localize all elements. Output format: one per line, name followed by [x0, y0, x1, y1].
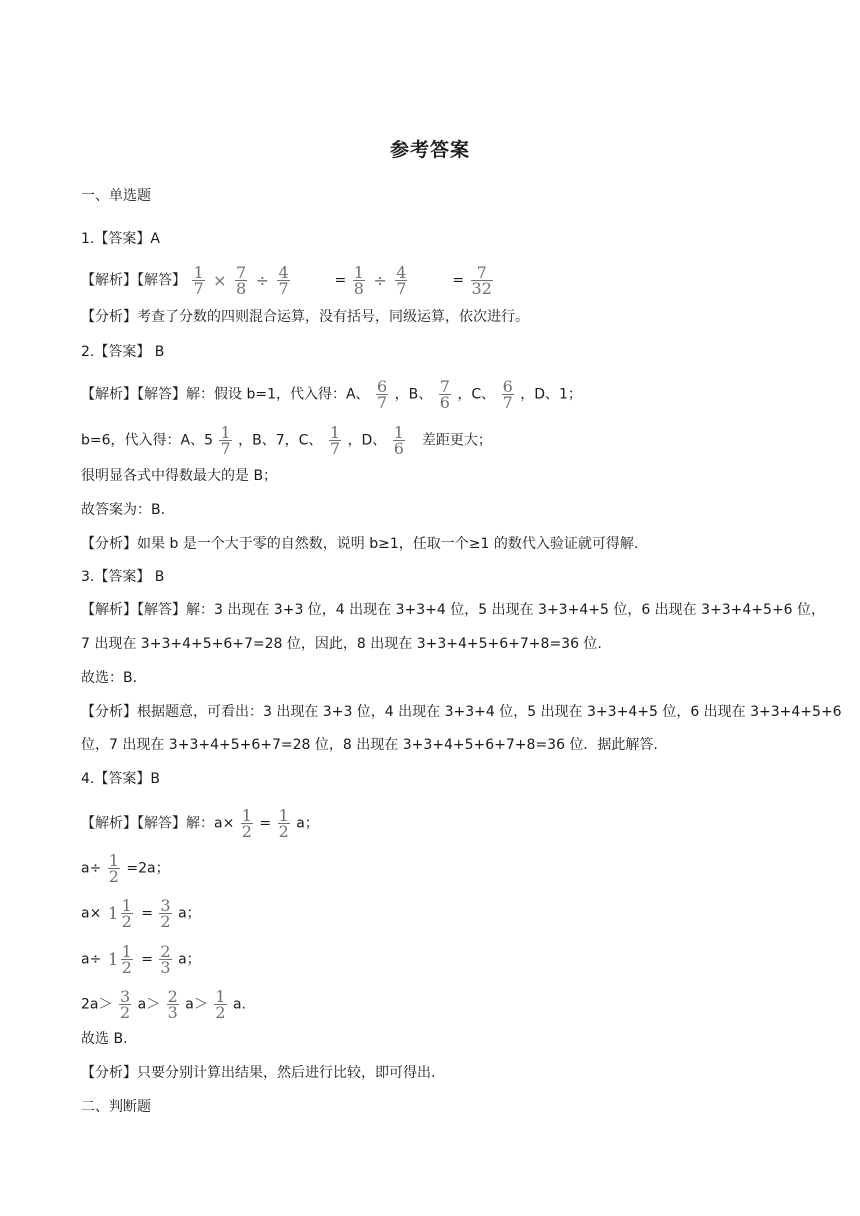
fraction: $\frac{1}{2}$ — [241, 806, 252, 841]
mixed-number: 1 $\frac{1}{2}$ — [107, 896, 132, 931]
q4-answer: 4.【答案】B — [81, 771, 160, 787]
q2-answer: 2.【答案】 B — [81, 344, 165, 360]
fraction: $\frac{3}{2}$ — [119, 987, 131, 1022]
fraction: $\frac{7}{32}$ — [471, 263, 492, 298]
times-sign: × — [213, 270, 227, 290]
fraction: $\frac{1}{7}$ — [220, 423, 231, 458]
q1-answer: 1.【答案】A — [81, 231, 160, 247]
text: ，D、 — [347, 432, 387, 449]
fraction: $\frac{7}{8}$ — [235, 263, 247, 298]
fraction: $\frac{1}{7}$ — [329, 423, 341, 458]
fraction: $\frac{1}{2}$ — [278, 806, 289, 841]
section-heading-single-choice: 一、单选题 — [81, 188, 151, 204]
q2-solution-line3: 很明显各式中得数最大的是 B； — [81, 468, 278, 484]
text: a； — [296, 815, 319, 832]
equals-sign: = — [452, 272, 465, 289]
text: a. — [232, 996, 246, 1013]
q4-solution-line5 — [81, 989, 246, 1020]
page-title: 参考答案 — [389, 139, 470, 161]
text: 差距更大； — [421, 432, 492, 449]
q1-solution — [81, 265, 495, 296]
fraction: $\frac{7}{6}$ — [439, 377, 450, 412]
equals-sign: = — [141, 951, 153, 968]
fraction: $\frac{4}{7}$ — [278, 263, 289, 298]
text: a； — [178, 905, 201, 922]
q4-analysis: 【分析】只要分别计算出结果，然后进行比较，即可得出. — [81, 1065, 436, 1081]
divide-sign: ÷ — [255, 270, 269, 290]
text: a＞ — [137, 996, 161, 1013]
fraction: $\frac{4}{7}$ — [396, 263, 407, 298]
q2-analysis: 【分析】如果 b 是一个大于零的自然数，说明 b≥1，任取一个≥1 的数代入验证就可得解. — [81, 536, 639, 552]
fraction: $\frac{3}{2}$ — [160, 896, 171, 931]
q4-solution-line3 — [81, 898, 201, 929]
text: a÷ — [81, 860, 102, 877]
fraction: $\frac{1}{6}$ — [393, 423, 404, 458]
text: 【解析】【解答】解：a× — [81, 815, 235, 832]
equals-sign: = — [259, 815, 272, 832]
q2-solution-line1 — [81, 379, 582, 410]
q3-analysis-line2: 位，7 出现在 3+3+4+5+6+7=28 位，8 出现在 3+3+4+5+6+7+8=36 位．据此解答. — [81, 737, 658, 753]
divide-sign: ÷ — [373, 270, 387, 290]
text: a； — [178, 951, 201, 968]
q3-solution-line3: 故选：B. — [81, 670, 138, 686]
fraction: $\frac{1}{2}$ — [108, 851, 119, 886]
fraction: $\frac{2}{3}$ — [160, 942, 171, 977]
text: ，B、7，C、 — [238, 432, 323, 449]
q4-solution-line6: 故选 B. — [81, 1031, 128, 1047]
fraction: $\frac{2}{3}$ — [167, 987, 178, 1022]
text: ，D、1； — [520, 386, 582, 403]
fraction: $\frac{6}{7}$ — [502, 377, 513, 412]
q3-analysis-line1: 【分析】根据题意，可看出：3 出现在 3+3 位，4 出现在 3+3+4 位，5 出现在 3+3+4+5 位，6 出现在 3+3+4+5+6 — [81, 704, 842, 720]
q3-solution-line2: 7 出现在 3+3+4+5+6+7=28 位，因此，8 出现在 3+3+4+5+6+7+8=36 位. — [81, 636, 602, 652]
q1-solution-label: 【解析】【解答】 — [81, 272, 186, 289]
equals-sign: = — [141, 905, 153, 922]
text: =2a； — [126, 860, 170, 877]
q4-solution-line2 — [81, 853, 170, 884]
text: a× — [81, 905, 102, 922]
q4-solution-line1 — [81, 808, 319, 839]
q3-answer: 3.【答案】 B — [81, 569, 165, 585]
fraction: $\frac{6}{7}$ — [377, 377, 388, 412]
q2-solution-line2 — [81, 425, 492, 456]
q2-solution-line4: 故答案为：B. — [81, 502, 166, 518]
text: a＞ — [185, 996, 208, 1013]
q1-analysis: 【分析】考查了分数的四则混合运算，没有括号，同级运算，依次进行。 — [81, 309, 529, 325]
text: b=6，代入得：A、5 — [81, 432, 214, 449]
equals-sign: = — [334, 272, 347, 289]
fraction: $\frac{1}{2}$ — [215, 987, 226, 1022]
mixed-number: 1 $\frac{1}{2}$ — [107, 942, 132, 977]
section-heading-true-false: 二、判断题 — [81, 1099, 151, 1115]
text: 【解析】【解答】解：假设 b=1，代入得：A、 — [81, 386, 370, 403]
text: ，C、 — [457, 386, 496, 403]
q3-solution-line1: 【解析】【解答】解：3 出现在 3+3 位，4 出现在 3+3+4 位，5 出现在 3+3+4+5 位，6 出现在 3+3+4+5+6 位， — [81, 602, 826, 618]
text: a÷ — [81, 951, 102, 968]
text: 2a＞ — [81, 996, 113, 1013]
q4-solution-line4 — [81, 944, 201, 975]
fraction: $\frac{1}{7}$ — [193, 263, 204, 298]
fraction: $\frac{1}{8}$ — [353, 263, 364, 298]
text: ，B、 — [394, 386, 433, 403]
